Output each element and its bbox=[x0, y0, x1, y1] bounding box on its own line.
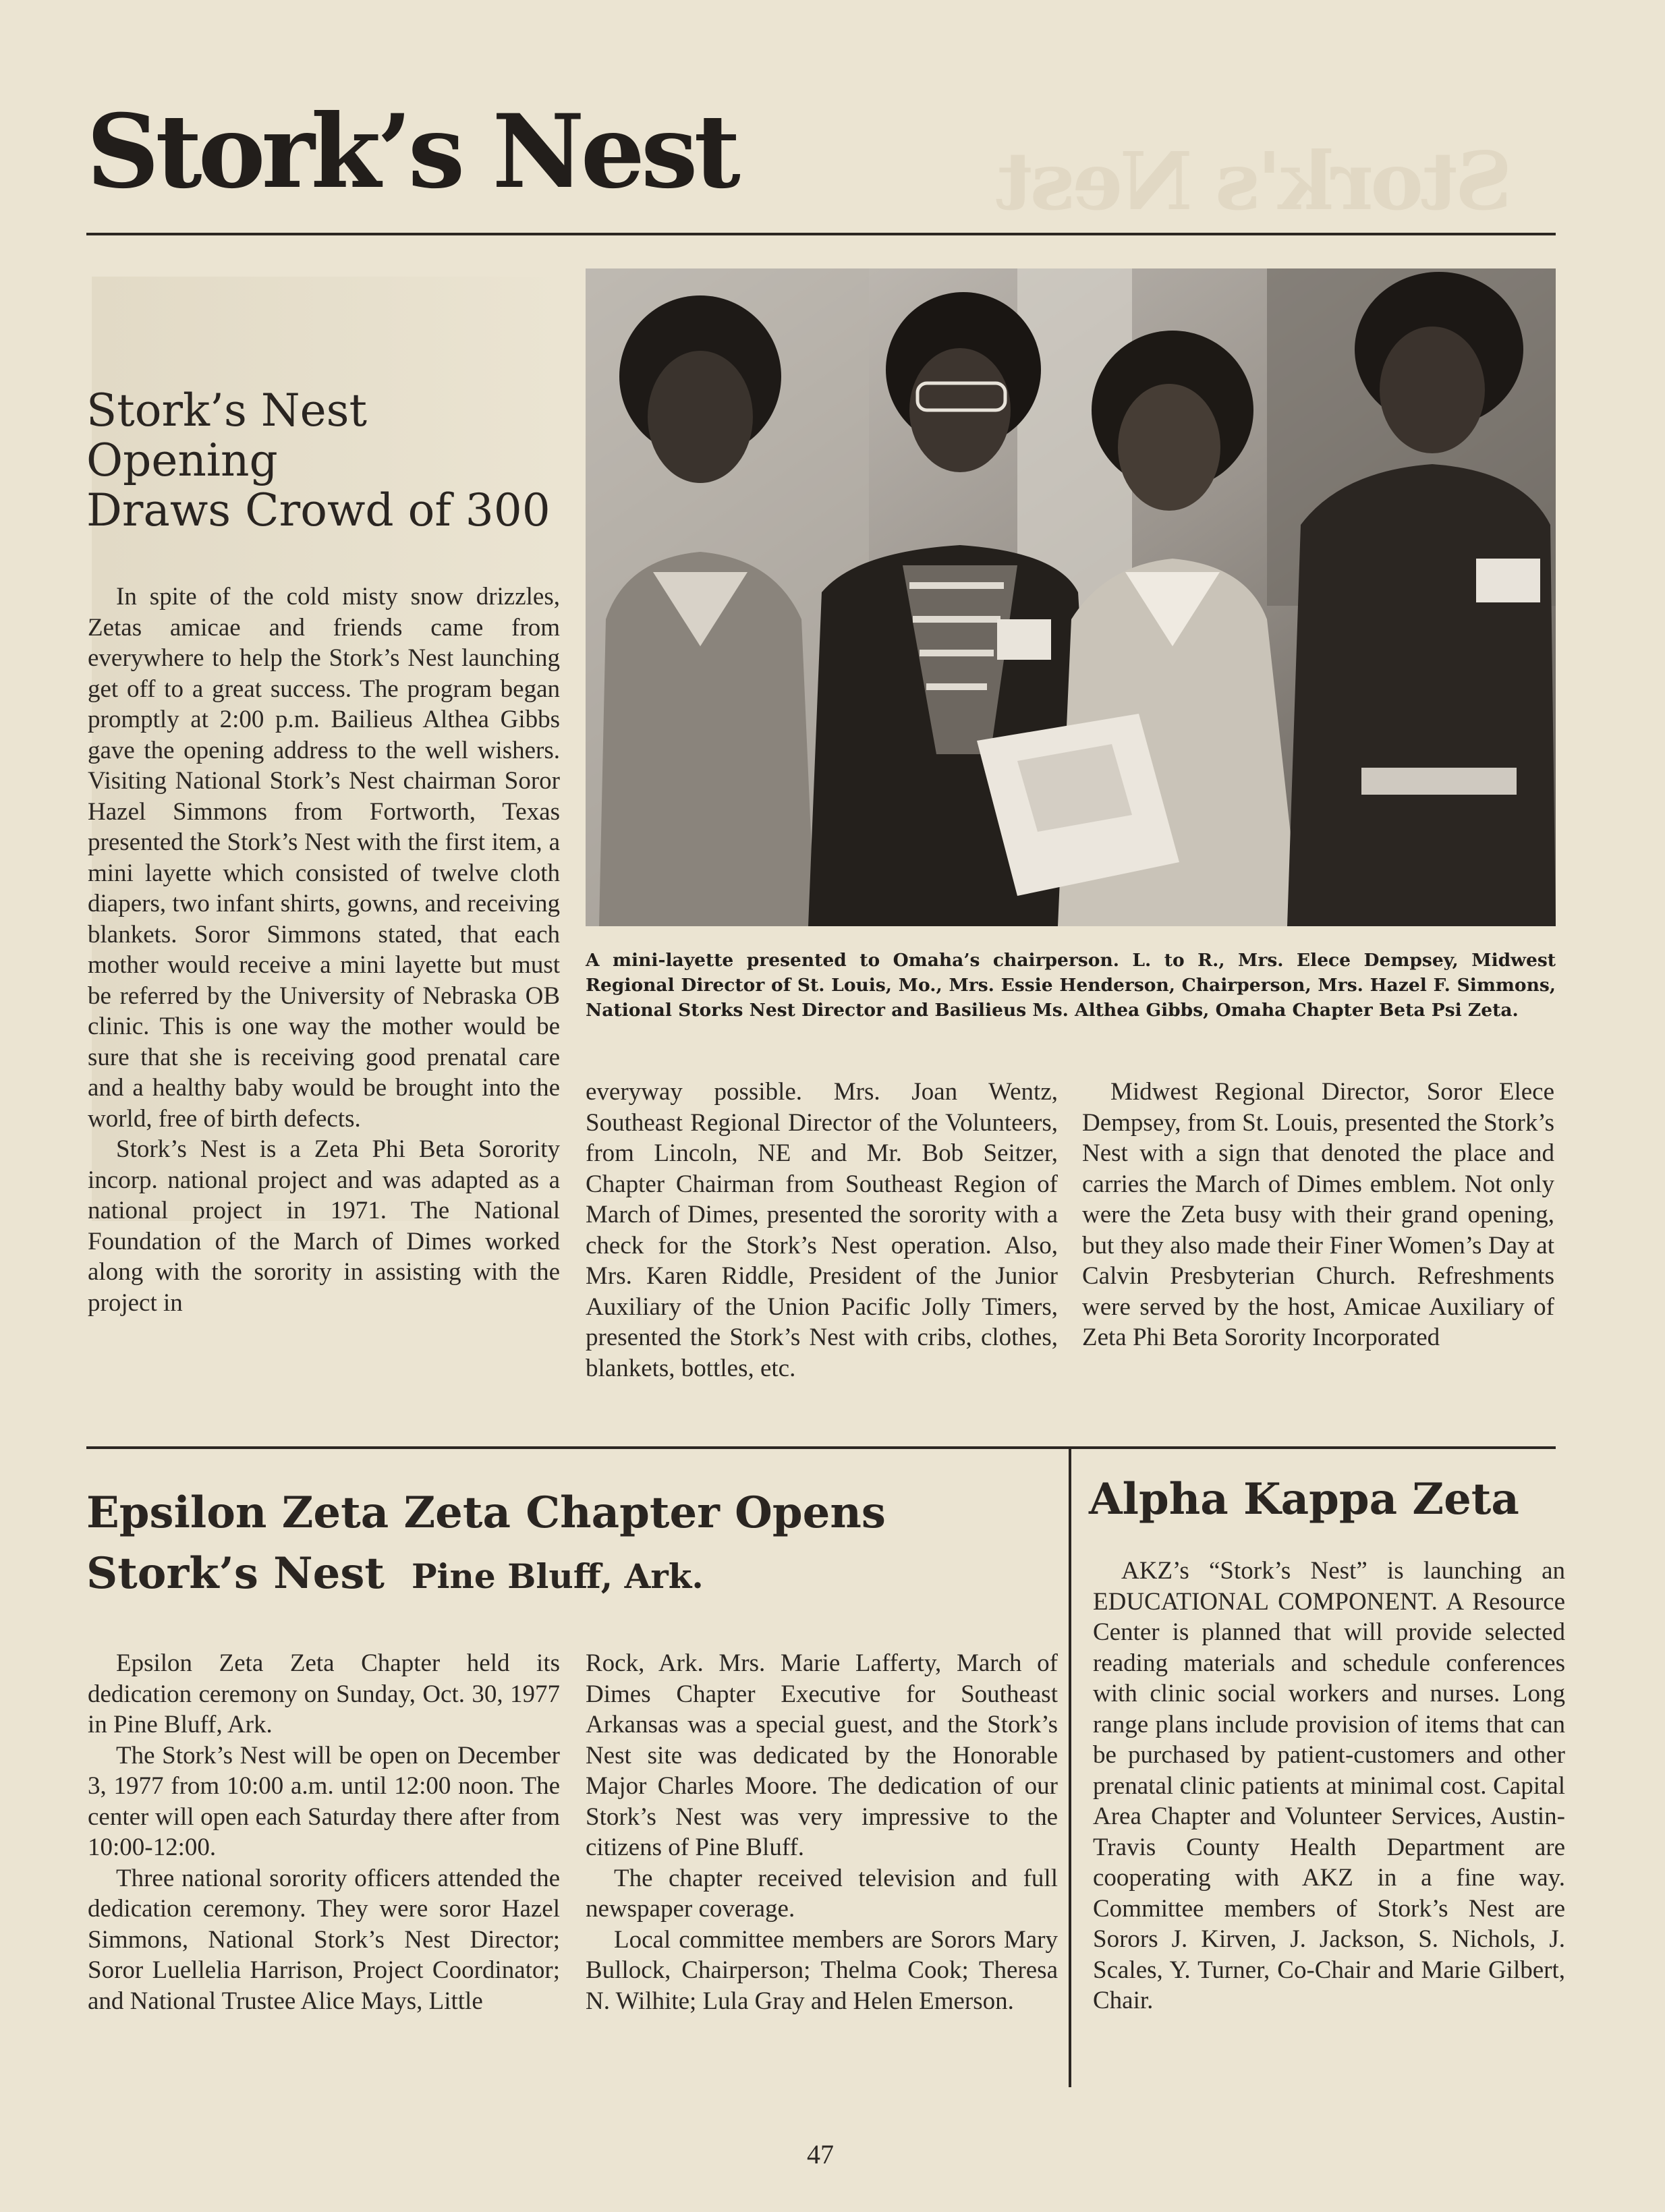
story2-column-2 bbox=[586, 1648, 1058, 2016]
story2-paragraph: The Stork’s Nest will be open on December 3, 1977 from 10:00 a.m. until 12:00 noon. The center will open each Saturday there after from 10:00-12:00. bbox=[88, 1741, 560, 1861]
story1-paragraph: In spite of the cold misty snow drizzles, Zetas amicae and friends came from everywhere to help the Stork’s Nest launching get off to a great success. The program began promptly at 2:00 p.m. Bailieus Althea Gibbs gave the opening address to the well wishers. Visiting National Stork’s Nest chairman Soror Hazel Simmons from Fortworth, Texas presented the Stork’s Nest with the first item, a mini layette which consisted of twelve cloth diapers, two infant shirts, gowns, and receiving blankets. Soror Simmons stated, that each mother would receive a mini layette but must be referred by the University of Nebraska OB clinic. This is one way the mother would be sure that she is receiving good prenatal care and a healthy baby would be brought into the world, free of birth defects. bbox=[88, 583, 560, 1133]
story2-paragraph: The chapter received television and full newspaper coverage. bbox=[586, 1864, 1058, 1923]
story1-paragraph: Stork’s Nest is a Zeta Phi Beta Sorority incorp. national project and was adapted as a national project in 1971. The National Foundation of the March of Dimes worked along with the sorority in assisting with the project in bbox=[88, 1135, 560, 1317]
story1-headline bbox=[86, 386, 572, 536]
page-masthead: Stork’s Nest bbox=[86, 92, 737, 211]
story2-headline bbox=[86, 1483, 1051, 1607]
story1-headline-line: Draws Crowd of 300 bbox=[86, 484, 551, 536]
story2-paragraph: Three national sorority officers attended the dedication ceremony. They were soror Hazel Simmons, National Stork’s Nest Director; Soror Luellelia Harrison, Project Coordinator; and National Trustee Alice Mays, Little bbox=[88, 1864, 560, 2015]
story1-paragraph: Midwest Regional Director, Soror Elece Dempsey, from St. Louis, presented the Stork’s Nest with a sign that denoted the place and carries the March of Dimes emblem. Not only were the Zeta busy with their grand opening, but they also made their Finer Women’s Day at Calvin Presbyterian Church. Refreshments were served by the host, Amicae Auxiliary of Zeta Phi Beta Sorority Incorporated bbox=[1082, 1078, 1554, 1351]
story1-headline-line: Stork’s Nest bbox=[86, 385, 368, 436]
photograph-image bbox=[586, 268, 1556, 926]
story3-headline: Alpha Kappa Zeta bbox=[1089, 1474, 1519, 1525]
story2-headline-line: Epsilon Zeta Zeta Chapter Opens bbox=[86, 1487, 886, 1538]
story2-paragraph: Epsilon Zeta Zeta Chapter held its dedication ceremony on Sunday, Oct. 30, 1977 in Pine Bluff, Ark. bbox=[88, 1649, 560, 1738]
masthead-show-through: Stork's Nest bbox=[998, 134, 1513, 228]
story1-paragraph: everyway possible. Mrs. Joan Wentz, Southeast Regional Director of the Volunteers, from Lincoln, NE and Mr. Bob Seitzer, Chapter Chairman from Southeast Region of March of Dimes, presented the sorority with a check for the Stork’s Nest operation. Also, Mrs. Karen Riddle, President of the Junior Auxiliary of the Union Pacific Jolly Timers, presented the Stork’s Nest with cribs, clothes, blankets, bottles, etc. bbox=[586, 1078, 1058, 1382]
story3-paragraph: AKZ’s “Stork’s Nest” is launching an EDUCATIONAL COMPONENT. A Resource Center is planned that will provide selected reading materials and schedule conferences with clinic social workers and nurses. Long range plans include provision of items that can be purchased by patient-customers and other prenatal clinic patients at minimal cost. Capital Area Chapter and Volunteer Services, Austin-Travis County Health Department are cooperating with AKZ in a fine way. Committee members of Stork’s Nest are Sorors J. Kirven, J. Jackson, S. Nichols, J. Scales, Y. Turner, Co-Chair and Marie Gilbert, Chair. bbox=[1093, 1557, 1565, 2014]
story2-location: Pine Bluff, Ark. bbox=[411, 1556, 704, 1596]
masthead-rule bbox=[86, 233, 1556, 235]
story2-headline-line: Stork’s Nest bbox=[86, 1548, 385, 1599]
story2-column-1 bbox=[88, 1648, 560, 2016]
column-divider bbox=[1069, 1446, 1071, 2087]
story3-body bbox=[1093, 1556, 1565, 2016]
story1-column-3 bbox=[1082, 1077, 1554, 1353]
story1-column-1 bbox=[88, 582, 560, 1318]
page-number: 47 bbox=[807, 2139, 834, 2170]
story2-paragraph: Rock, Ark. Mrs. Marie Lafferty, March of Dimes Chapter Executive for Southeast Arkansas was a special guest, and the Stork’s Nest site was dedicated by the Honorable Major Charles Moore. The dedication of our Stork’s Nest was very impressive to the citizens of Pine Bluff. bbox=[586, 1649, 1058, 1861]
group-photograph bbox=[586, 268, 1556, 926]
section-rule bbox=[86, 1446, 1556, 1449]
photo-caption: A mini-layette presented to Omaha’s chairperson. L. to R., Mrs. Elece Dempsey, Midwest Regional Director of St. Louis, Mo., Mrs. Essie Henderson, Chairperson, Mrs. Hazel F. Simmons, National Storks Nest Director and Basilieus Ms. Althea Gibbs, Omaha Chapter Beta Psi Zeta. bbox=[586, 950, 1556, 1021]
story1-headline-line: Opening bbox=[86, 434, 278, 486]
story1-column-2 bbox=[586, 1077, 1058, 1384]
story2-paragraph: Local committee members are Sorors Mary Bullock, Chairperson; Thelma Cook; Theresa N. Wilhite; Lula Gray and Helen Emerson. bbox=[586, 1925, 1058, 2015]
